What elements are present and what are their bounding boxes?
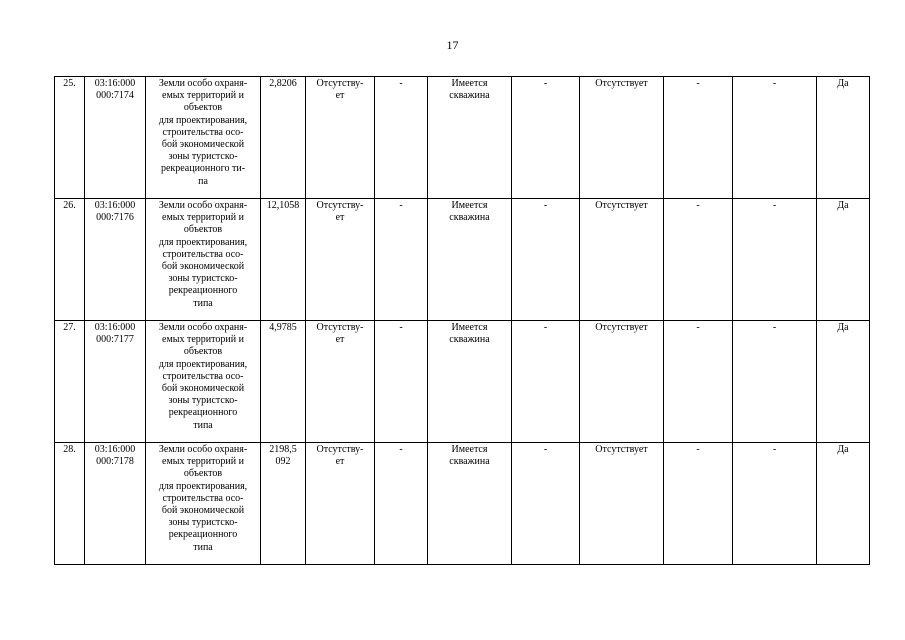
cell-col7: - <box>512 199 580 321</box>
cell-col11: Да <box>817 77 870 199</box>
table-row <box>55 199 870 321</box>
land-category: Земли особо охраня- емых территорий и объектов для проектирования, строительства осо- бой экономической зоны туристско- рекреационного типа <box>146 443 261 565</box>
table-row <box>55 443 870 565</box>
page-number: 17 <box>446 38 459 52</box>
table-row <box>55 77 870 199</box>
cell-col8: Отсутствует <box>580 199 664 321</box>
cell-col6: Имеется скважина <box>428 443 512 565</box>
cadastral-number: 03:16:000 000:7176 <box>85 199 146 321</box>
cell-col10: - <box>733 199 817 321</box>
cell-col9: - <box>664 443 733 565</box>
area: 2,8206 <box>261 77 306 199</box>
land-category: Земли особо охраня- емых территорий и объектов для проектирования, строительства осо- бой экономической зоны туристско- рекреационного типа <box>146 321 261 443</box>
cadastral-number: 03:16:000 000:7178 <box>85 443 146 565</box>
cell-col5: - <box>375 443 428 565</box>
cadastral-number: 03:16:000 000:7174 <box>85 77 146 199</box>
cell-col7: - <box>512 321 580 443</box>
cell-col11: Да <box>817 443 870 565</box>
cell-col4: Отсутству- ет <box>306 443 375 565</box>
cell-col4: Отсутству- ет <box>306 199 375 321</box>
area: 4,9785 <box>261 321 306 443</box>
cell-col11: Да <box>817 199 870 321</box>
row-number: 25. <box>55 77 85 199</box>
cell-col7: - <box>512 77 580 199</box>
row-number: 26. <box>55 199 85 321</box>
cell-col6: Имеется скважина <box>428 199 512 321</box>
cell-col8: Отсутствует <box>580 443 664 565</box>
land-plots-table <box>54 76 870 565</box>
cadastral-number: 03:16:000 000:7177 <box>85 321 146 443</box>
table-row <box>55 321 870 443</box>
cell-col8: Отсутствует <box>580 321 664 443</box>
cell-col10: - <box>733 443 817 565</box>
cell-col4: Отсутству- ет <box>306 77 375 199</box>
cell-col6: Имеется скважина <box>428 77 512 199</box>
cell-col8: Отсутствует <box>580 77 664 199</box>
cell-col11: Да <box>817 321 870 443</box>
row-number: 27. <box>55 321 85 443</box>
cell-col9: - <box>664 77 733 199</box>
row-number: 28. <box>55 443 85 565</box>
area: 12,1058 <box>261 199 306 321</box>
area: 2198,5 092 <box>261 443 306 565</box>
cell-col9: - <box>664 199 733 321</box>
cell-col5: - <box>375 199 428 321</box>
cell-col4: Отсутству- ет <box>306 321 375 443</box>
land-category: Земли особо охраня- емых территорий и объектов для проектирования, строительства осо- бой экономической зоны туристско- рекреационного типа <box>146 199 261 321</box>
cell-col9: - <box>664 321 733 443</box>
cell-col5: - <box>375 77 428 199</box>
cell-col10: - <box>733 321 817 443</box>
cell-col7: - <box>512 443 580 565</box>
cell-col5: - <box>375 321 428 443</box>
cell-col6: Имеется скважина <box>428 321 512 443</box>
cell-col10: - <box>733 77 817 199</box>
land-category: Земли особо охраня- емых территорий и объектов для проектирования, строительства осо- бой экономической зоны туристско- рекреационного ти- па <box>146 77 261 199</box>
